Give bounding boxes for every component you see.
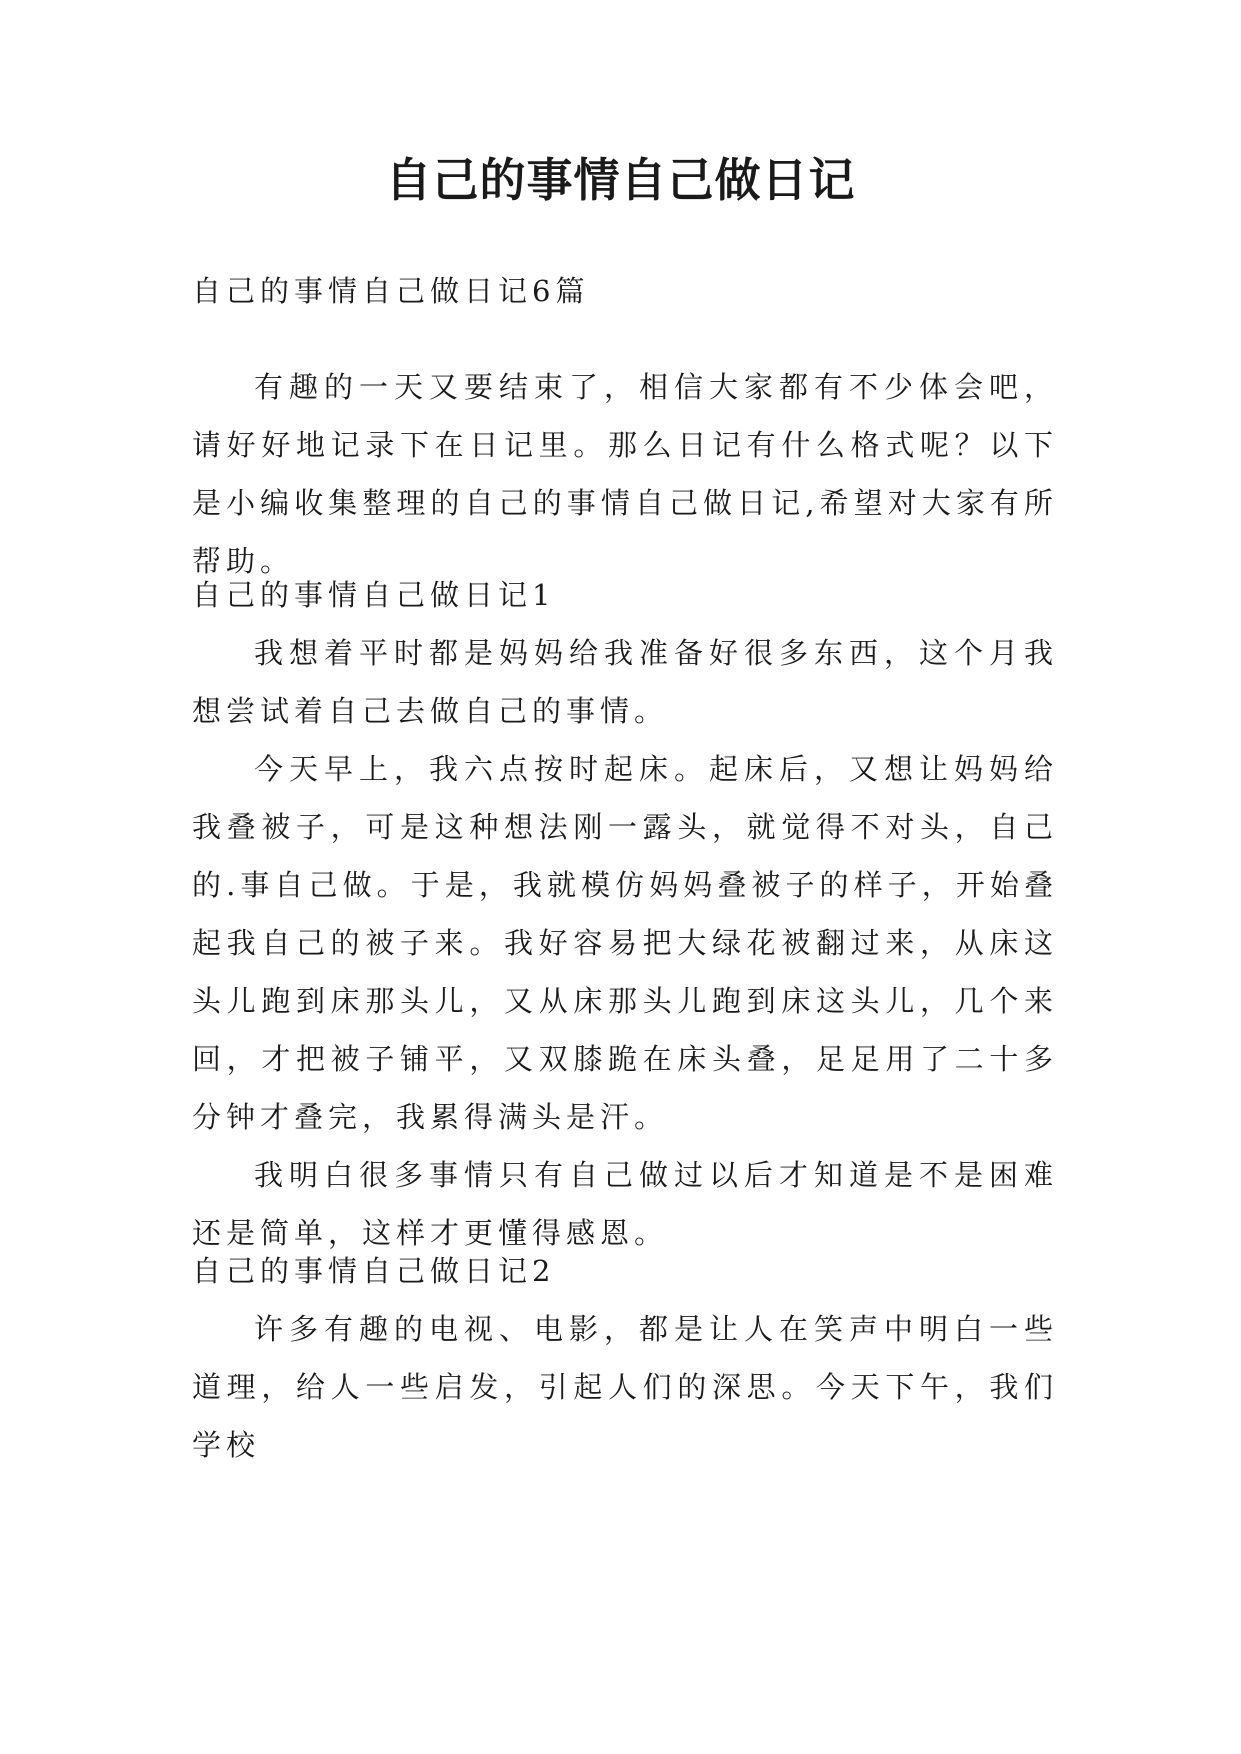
section-paragraph: 许多有趣的电视、电影，都是让人在笑声中明白一些道理，给人一些启发，引起人们的深思。今天下午，我们学校: [192, 1312, 1058, 1462]
section-paragraph: 我想着平时都是妈妈给我准备好很多东西，这个月我想尝试着自己去做自己的事情。: [192, 636, 1058, 728]
section-1: [192, 566, 1058, 1262]
section-heading: 自己的事情自己做日记1: [192, 578, 556, 612]
document-title: 自己的事情自己做日记: [385, 153, 856, 207]
document-subtitle-block: [192, 262, 1058, 320]
section-paragraph: 今天早上，我六点按时起床。起床后，又想让妈妈给我叠被子，可是这种想法刚一露头，就觉得不对头，自己的.事自己做。于是，我就模仿妈妈叠被子的样子，开始叠起我自己的被子来。我好容易把大绿花被翻过来，从床这头儿跑到床那头儿，又从床那头儿跑到床这头儿，几个来回，才把被子铺平，又双膝跪在床头叠，足足用了二十多分钟才叠完，我累得满头是汗。: [192, 752, 1058, 1134]
section-heading: 自己的事情自己做日记2: [192, 1254, 556, 1288]
intro-paragraph: 有趣的一天又要结束了，相信大家都有不少体会吧，请好好地记录下在日记里。那么日记有什么格式呢？以下是小编收集整理的自己的事情自己做日记,希望对大家有所帮助。: [192, 370, 1058, 578]
intro-block: [192, 358, 1058, 590]
section-2: [192, 1242, 1058, 1474]
document-subtitle: 自己的事情自己做日记6篇: [192, 274, 590, 308]
section-paragraph: 我明白很多事情只有自己做过以后才知道是不是困难还是简单，这样才更懂得感恩。: [192, 1158, 1058, 1250]
